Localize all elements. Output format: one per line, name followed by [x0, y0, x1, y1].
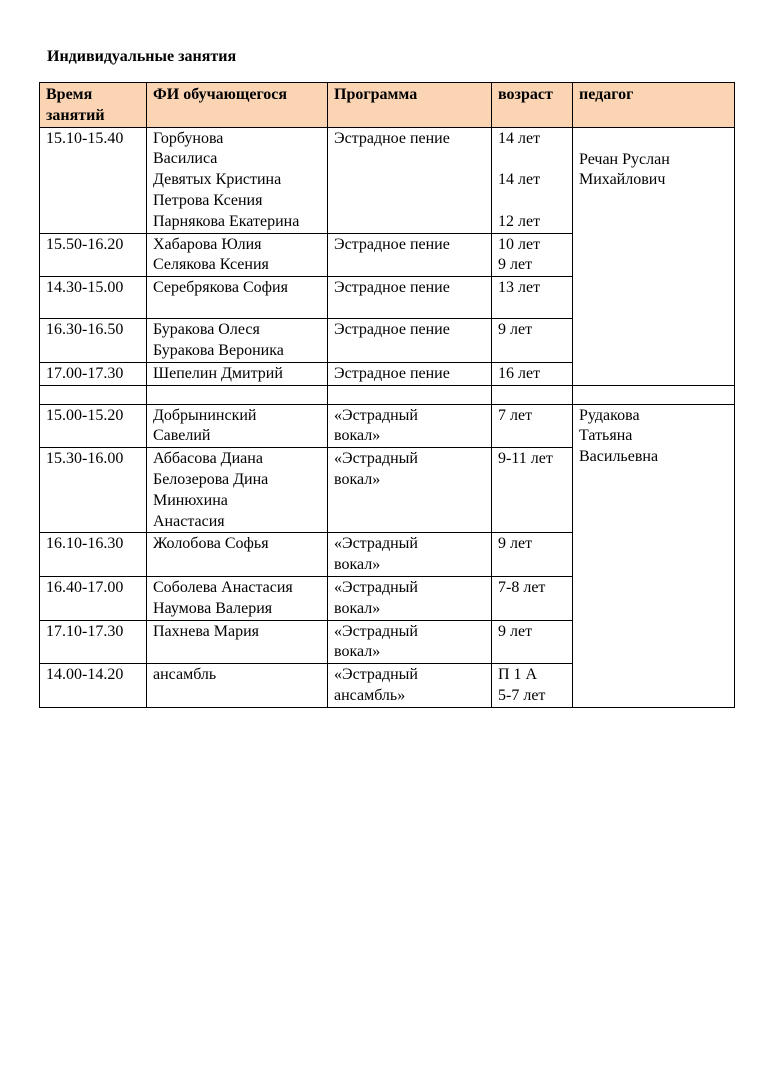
- cell-program: «Эстрадный вокал»: [328, 576, 492, 620]
- cell-time: 15.30-16.00: [40, 448, 147, 533]
- cell-program: Эстрадное пение: [328, 127, 492, 233]
- cell-name: Аббасова Диана Белозерова Дина Минюхина Анастасия: [147, 448, 328, 533]
- cell-time: 16.30-16.50: [40, 319, 147, 363]
- cell-program: Эстрадное пение: [328, 277, 492, 319]
- cell-teacher: Речан Руслан Михайлович: [573, 127, 735, 385]
- cell-program: «Эстрадный вокал»: [328, 404, 492, 448]
- cell-name: Буракова Олеся Буракова Вероника: [147, 319, 328, 363]
- cell-age: 9-11 лет: [492, 448, 573, 533]
- schedule-table: [39, 82, 735, 708]
- cell-age: П 1 А 5-7 лет: [492, 664, 573, 708]
- cell-program: Эстрадное пение: [328, 319, 492, 363]
- header-name: ФИ обучающегося: [147, 83, 328, 128]
- header-time: Время занятий: [40, 83, 147, 128]
- cell-name: Хабарова Юлия Селякова Ксения: [147, 233, 328, 277]
- spacer-row: [40, 385, 735, 404]
- cell-program: «Эстрадный вокал»: [328, 533, 492, 577]
- header-age: возраст: [492, 83, 573, 128]
- cell-name: Жолобова Софья: [147, 533, 328, 577]
- cell-time: 15.00-15.20: [40, 404, 147, 448]
- cell-age: 10 лет 9 лет: [492, 233, 573, 277]
- cell-name: ансамбль: [147, 664, 328, 708]
- cell-name: Серебрякова София: [147, 277, 328, 319]
- cell-time: 15.10-15.40: [40, 127, 147, 233]
- cell-time: 14.30-15.00: [40, 277, 147, 319]
- cell-age: 16 лет: [492, 362, 573, 385]
- cell-age: 7-8 лет: [492, 576, 573, 620]
- cell-age: 13 лет: [492, 277, 573, 319]
- cell-teacher: Рудакова Татьяна Васильевна: [573, 404, 735, 707]
- cell-time: 16.10-16.30: [40, 533, 147, 577]
- cell-age: 9 лет: [492, 620, 573, 664]
- cell-program: «Эстрадный вокал»: [328, 620, 492, 664]
- cell-time: 15.50-16.20: [40, 233, 147, 277]
- cell-time: 17.10-17.30: [40, 620, 147, 664]
- cell-age: 7 лет: [492, 404, 573, 448]
- cell-program: «Эстрадный вокал»: [328, 448, 492, 533]
- cell-time: 16.40-17.00: [40, 576, 147, 620]
- cell-time: 14.00-14.20: [40, 664, 147, 708]
- cell-age: 14 лет 14 лет 12 лет: [492, 127, 573, 233]
- table-row: [40, 127, 735, 233]
- header-program: Программа: [328, 83, 492, 128]
- page-title: Индивидуальные занятия: [47, 48, 237, 65]
- cell-name: Пахнева Мария: [147, 620, 328, 664]
- table-row: [40, 404, 735, 448]
- cell-name: Соболева Анастасия Наумова Валерия: [147, 576, 328, 620]
- cell-program: Эстрадное пение: [328, 233, 492, 277]
- cell-program: Эстрадное пение: [328, 362, 492, 385]
- header-teacher: педагог: [573, 83, 735, 128]
- cell-program: «Эстрадный ансамбль»: [328, 664, 492, 708]
- cell-age: 9 лет: [492, 319, 573, 363]
- cell-age: 9 лет: [492, 533, 573, 577]
- table-header-row: [40, 83, 735, 128]
- cell-name: Добрынинский Савелий: [147, 404, 328, 448]
- cell-name: Горбунова Василиса Девятых Кристина Петрова Ксения Парнякова Екатерина: [147, 127, 328, 233]
- cell-name: Шепелин Дмитрий: [147, 362, 328, 385]
- cell-time: 17.00-17.30: [40, 362, 147, 385]
